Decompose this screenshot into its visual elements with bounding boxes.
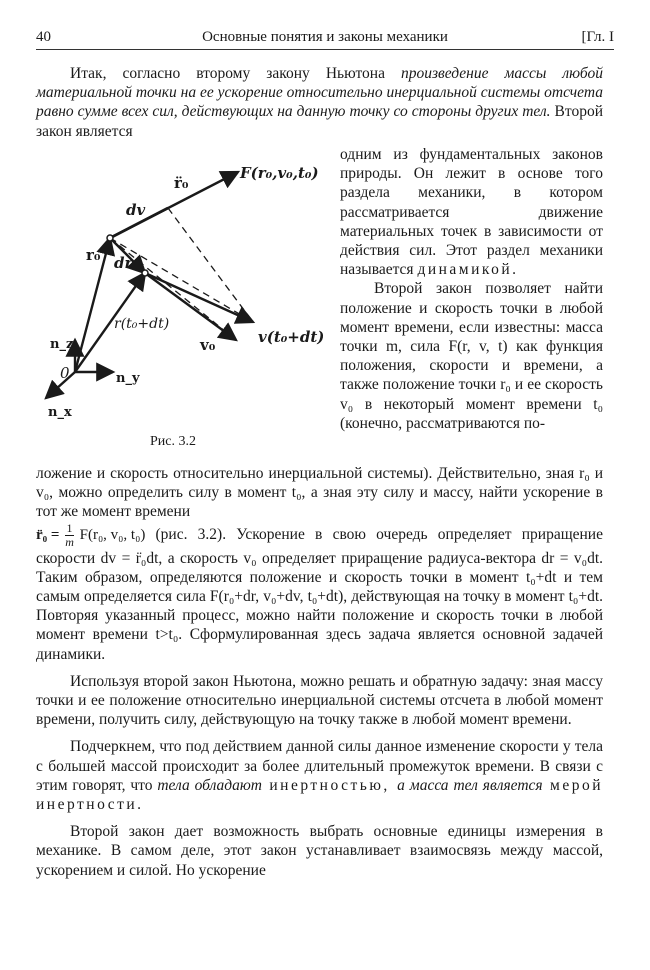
term-dynamics: динамикой.	[417, 261, 519, 279]
running-title: Основные понятия и законы механики	[202, 29, 448, 45]
label-accel: r̈₀	[174, 174, 189, 192]
newton-law-statement: произведение массы любой материальной точки на ее ускорение относительно инерциальной системы отсчета равно сумме всех сил, действующих на данную точку со стороны других тел.	[36, 65, 603, 121]
paragraph-second-law-use: Второй закон позволяет найти положение и скорость точки в любой момент времени, если известны: масса точки m, сила F(r, v, t) как функция положения, скорости и времени, а также положение точки r₀ и ее скорость v₀ в некоторый момент времени t₀ (конечно, рассматриваются по-	[340, 280, 603, 432]
paragraph-inertia: Подчеркнем, что под действием данной силы данное изменение скорости у тела с большей массой происходит за более длительный промежуток времени. В связи с этим говорят, что тела обладают инертностью, а масса тел является мерой инертности.	[36, 738, 603, 814]
header-rule	[36, 49, 614, 50]
label-origin: 0	[60, 364, 70, 382]
paragraph-procedure: ложение и скорость относительно инерциальной системы). Действительно, зная r₀ и v₀, можно определить силу в момент t₀, а зная эту силу и массу, найти ускорение в тот же момент времени r̈₀ = $\frac{1}{m}$ F(r₀, v₀, t₀) (рис. 3.2). Ускорение в свою очередь определяет приращение скорости dv = r̈₀dt, а скорость v₀ определяет приращение радиуса-вектора dr = v₀dt. Таким образом, определяются положение и скорость точки в момент t₀+dt и тем самым определяется сила F(r₀+dr, v₀+dv, t₀+dt), действующая на точку в момент t₀+dt. Повторяя указанный процесс, можно найти положение и скорость точки в любой момент времени t>t₀. Сформулированная здесь задача является основной задачей динамики.	[36, 465, 603, 663]
figure-caption: Рис. 3.2	[150, 434, 196, 449]
page-header	[36, 26, 614, 48]
point-r0	[107, 235, 113, 241]
paragraph-fundamental: одним из фундаментальных законов природы. Он лежит в основе того раздела механики, в котором рассматривается движение материальных точек в зависимости от действия сил. Этот раздел механики называется динамикой.	[340, 146, 603, 279]
label-r0: r₀	[86, 246, 101, 264]
label-dv: dv	[126, 201, 146, 219]
page-number: 40	[36, 29, 51, 45]
acceleration-formula: r̈₀ = $\frac{1}{m}$ F(r₀, v₀, t₀)	[36, 520, 146, 549]
label-v-dt: v(t₀+dt)	[258, 328, 325, 346]
chapter-marker: [Гл. I	[581, 29, 614, 45]
intro-lead: Итак, согласно второму закону Ньютона	[70, 65, 401, 82]
label-v0: v₀	[200, 336, 216, 354]
intro-tail: Второй закон является	[36, 103, 604, 140]
v-dt-vector	[145, 273, 253, 322]
fraction: $\frac{1}{m}$	[65, 520, 74, 549]
figure-3-2	[28, 160, 333, 450]
label-ny: n_y	[116, 371, 140, 386]
label-r-dt: r(t₀+dt)	[114, 316, 170, 332]
paragraph-inverse-problem: Используя второй закон Ньютона, можно решать и обратную задачу: зная массу точки и ее положение относительно инерциальной системы отсчета в любой момент времени, получить силу, действующую на точку также в любой момент времени.	[36, 672, 603, 729]
label-dr: dr	[114, 254, 133, 272]
wrapped-text-block	[340, 145, 603, 433]
point-r-dt	[142, 270, 148, 276]
paragraph-intro	[36, 64, 603, 141]
label-force: F(r₀,v₀,t₀)	[240, 164, 319, 182]
label-nz: n_z	[50, 337, 74, 352]
dashed-line-3	[110, 238, 253, 322]
lower-text-block	[36, 464, 603, 880]
dashed-line-2	[168, 208, 253, 322]
label-nx: n_x	[48, 405, 72, 420]
paragraph-units: Второй закон дает возможность выбрать основные единицы измерения в механике. В самом деле, этот закон устанавливает взаимосвязь между массой, ускорением и силой. Но ускорение	[36, 823, 603, 879]
